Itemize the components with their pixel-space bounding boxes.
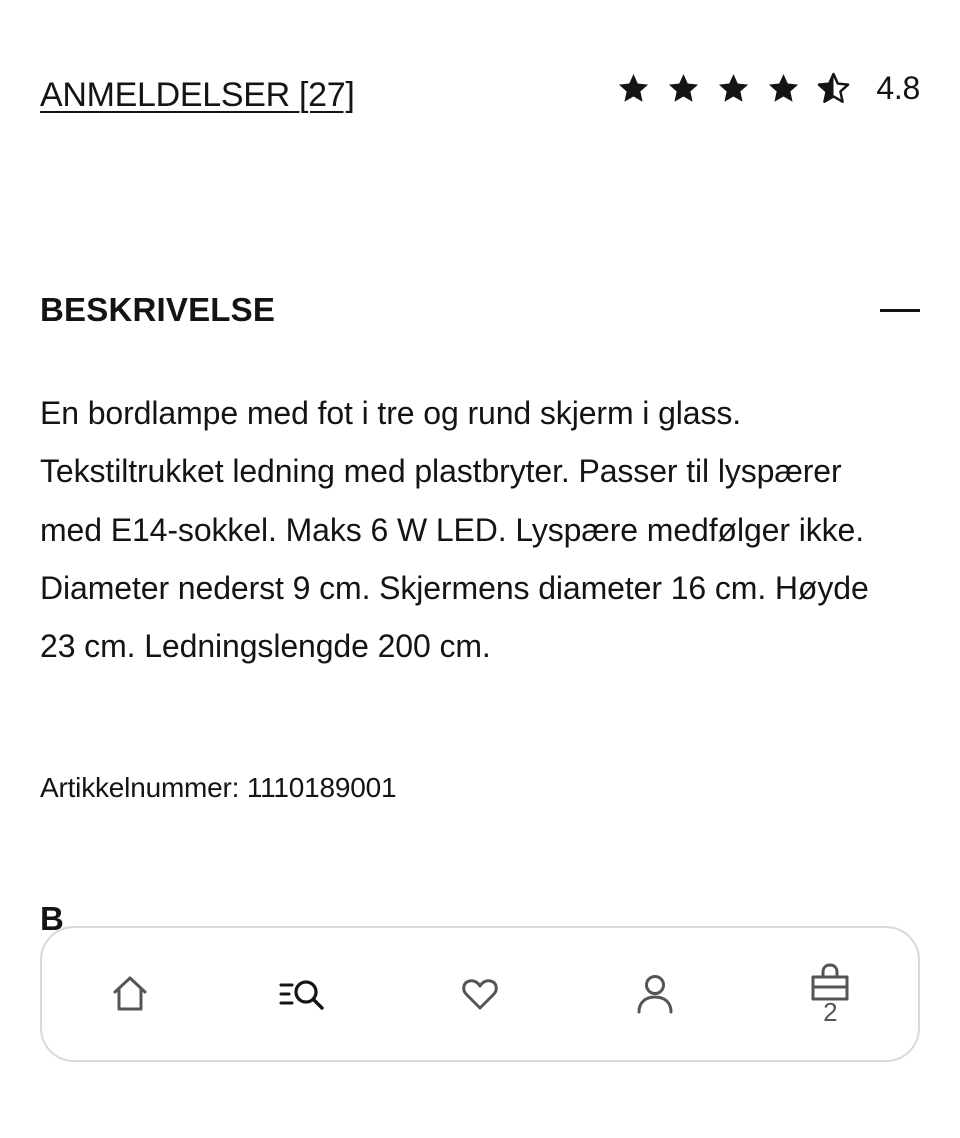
reviews-row bbox=[40, 60, 920, 116]
star-rating bbox=[617, 72, 850, 105]
reviews-link[interactable]: ANMELDELSER [27] bbox=[40, 75, 355, 114]
bottom-navigation bbox=[40, 926, 920, 1062]
rating-value: 4.8 bbox=[876, 69, 920, 106]
nav-search[interactable] bbox=[217, 928, 392, 1060]
nav-favorites[interactable] bbox=[392, 928, 567, 1060]
next-section-title[interactable]: B bbox=[40, 900, 64, 934]
section-title: BESKRIVELSE bbox=[40, 291, 276, 328]
heart-icon bbox=[458, 972, 502, 1016]
home-icon bbox=[108, 972, 152, 1016]
star-full-icon bbox=[617, 72, 650, 105]
cart-count-badge: 2 bbox=[823, 997, 838, 1027]
star-full-icon bbox=[717, 72, 750, 105]
description-section-header[interactable] bbox=[40, 284, 920, 336]
nav-cart[interactable] bbox=[743, 928, 918, 1060]
product-description: En bordlampe med fot i tre og rund skjerm i glass. Tekstiltrukket ledning med plastbryter. Passer til lyspærer med E14-sokkel. Maks 6 W LED. Lyspære medfølger ikke. Diameter nederst 9 cm. Skjermens diameter 16 cm. Høyde 23 cm. Ledningslengde 200 cm. bbox=[40, 395, 869, 665]
menu-search-icon bbox=[276, 972, 334, 1016]
star-full-icon bbox=[667, 72, 700, 105]
article-number: Artikkelnummer: 1110189001 bbox=[40, 772, 397, 803]
minus-icon[interactable] bbox=[880, 309, 920, 312]
star-full-icon bbox=[767, 72, 800, 105]
rating bbox=[617, 70, 920, 107]
person-icon bbox=[633, 970, 677, 1018]
nav-account[interactable] bbox=[568, 928, 743, 1060]
nav-home[interactable] bbox=[42, 928, 217, 1060]
star-half-icon bbox=[817, 72, 850, 105]
